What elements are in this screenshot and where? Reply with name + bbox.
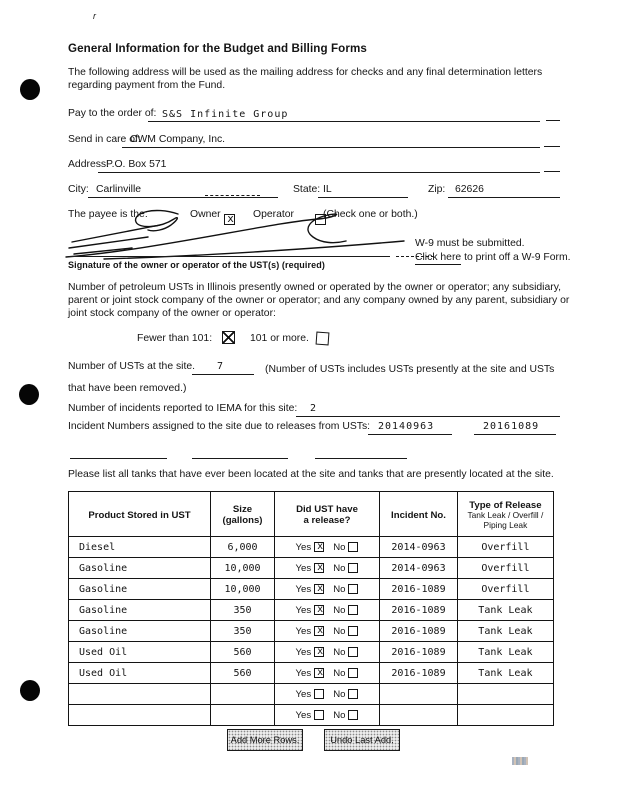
no-checkbox xyxy=(333,668,358,679)
yes-checkbox-box[interactable] xyxy=(314,689,324,699)
zip-field[interactable] xyxy=(448,197,560,198)
size-cell: 560 xyxy=(211,663,275,683)
incident-cell: 2016-1089 xyxy=(380,642,458,662)
release-type-cell: Overfill xyxy=(481,562,530,574)
release-cell xyxy=(275,621,380,641)
yes-checkbox-label: Yes xyxy=(295,667,312,679)
no-checkbox xyxy=(333,647,358,658)
check-mark: x xyxy=(317,625,324,636)
check-mark: x xyxy=(317,646,324,657)
table-row xyxy=(69,620,553,641)
col-header-incident: Incident No. xyxy=(380,492,458,536)
release-type-cell: Overfill xyxy=(481,583,530,595)
tank-table-header xyxy=(69,492,553,536)
no-checkbox-label: No xyxy=(333,604,346,616)
release-type-cell: Tank Leak xyxy=(478,667,533,679)
table-row xyxy=(69,641,553,662)
no-checkbox-label: No xyxy=(333,562,346,574)
scan-artifact-mark xyxy=(512,757,528,765)
yes-checkbox-box[interactable] xyxy=(314,605,324,615)
scan-dash-mark xyxy=(544,171,560,172)
city-field[interactable] xyxy=(88,197,278,198)
site-count-note: (Number of USTs includes USTs presently at the site and USTs that have been removed.) xyxy=(68,364,555,394)
col-header-size: Size (gallons) xyxy=(211,492,275,536)
payee-label: The payee is the: xyxy=(68,209,148,220)
product-cell: Diesel xyxy=(69,537,211,557)
incident-number-field-1[interactable] xyxy=(368,434,452,435)
product-cell: Used Oil xyxy=(69,642,211,662)
ust-count-paragraph: Number of petroleum USTs in Illinois presently owned or operated by the owner or operator; any subsidiary, parent or joint stock company of the owner or operator; and any company owned by any parent, subsidiary or joint stock company of the owner or operator: xyxy=(68,282,570,319)
yes-checkbox-label: Yes xyxy=(295,646,312,658)
product-cell: Gasoline xyxy=(69,558,211,578)
care-of-label: Send in care of: xyxy=(68,134,141,145)
no-checkbox-box[interactable] xyxy=(348,584,358,594)
col-header-release-type: Type of Release Tank Leak / Overfill / Piping Leak xyxy=(467,500,544,530)
incident-number-field-2[interactable] xyxy=(474,434,556,435)
intro-paragraph: The following address will be used as the mailing address for checks and any final determination letters regarding payment from the Fund. xyxy=(68,67,543,91)
yes-checkbox xyxy=(296,542,325,553)
no-checkbox-box[interactable] xyxy=(348,626,358,636)
table-intro: Please list all tanks that have ever been located at the site and tanks that are presently located at the site. xyxy=(68,469,554,480)
product-cell: Gasoline xyxy=(69,579,211,599)
care-of-value: CWM Company, Inc. xyxy=(130,134,226,145)
no-checkbox xyxy=(333,584,358,595)
w9-note-line2 xyxy=(415,252,571,263)
table-row xyxy=(69,557,553,578)
yes-checkbox-label: Yes xyxy=(295,541,312,553)
no-checkbox xyxy=(333,563,358,574)
check-mark: x xyxy=(317,583,324,594)
yes-checkbox-box[interactable] xyxy=(314,542,324,552)
incident-cell xyxy=(380,684,458,704)
incident-cell xyxy=(380,705,458,725)
release-cell xyxy=(275,600,380,620)
no-checkbox xyxy=(333,542,358,553)
operator-label: Operator xyxy=(253,209,295,220)
no-checkbox xyxy=(333,710,358,721)
address-label: Address: xyxy=(68,159,110,170)
incident-cell: 2016-1089 xyxy=(380,600,458,620)
check-one-note: (Check one or both.) xyxy=(323,209,418,220)
site-count-value: 7 xyxy=(217,361,225,372)
owner-label: Owner xyxy=(190,209,221,220)
state-field[interactable] xyxy=(318,197,408,198)
no-checkbox-label: No xyxy=(333,646,346,658)
yes-checkbox xyxy=(296,668,325,679)
w9-note-line1: W-9 must be submitted. xyxy=(415,238,525,249)
no-checkbox xyxy=(333,626,358,637)
incident-cell: 2016-1089 xyxy=(380,579,458,599)
size-cell: 560 xyxy=(211,642,275,662)
table-row xyxy=(69,578,553,599)
tank-table xyxy=(68,491,554,726)
release-cell xyxy=(275,537,380,557)
address-field[interactable] xyxy=(98,172,540,173)
check-mark: x xyxy=(317,541,324,552)
table-row xyxy=(69,536,553,557)
release-type-cell xyxy=(458,684,553,704)
incident-cell: 2016-1089 xyxy=(380,663,458,683)
release-cell xyxy=(275,684,380,704)
yes-checkbox-box[interactable] xyxy=(314,710,324,720)
blank-incident-field[interactable] xyxy=(192,458,288,459)
size-cell: 350 xyxy=(211,600,275,620)
site-count-label: Number of USTs at the site. xyxy=(68,361,196,372)
col-header-product: Product Stored in UST xyxy=(69,492,211,536)
fewer-than-101-checkbox[interactable] xyxy=(222,331,235,344)
yes-checkbox-box[interactable] xyxy=(314,563,324,573)
101-or-more-checkbox[interactable] xyxy=(316,332,330,346)
hole-punch-mark xyxy=(20,680,40,701)
no-checkbox xyxy=(333,689,358,700)
yes-checkbox-box[interactable] xyxy=(314,647,324,657)
product-cell xyxy=(69,705,211,725)
state-value: IL xyxy=(323,184,332,195)
incident-number-value-2: 20161089 xyxy=(483,421,540,432)
release-type-cell: Tank Leak xyxy=(478,646,533,658)
table-row xyxy=(69,599,553,620)
product-cell xyxy=(69,684,211,704)
size-cell: 350 xyxy=(211,621,275,641)
size-cell: 10,000 xyxy=(211,579,275,599)
release-cell xyxy=(275,705,380,725)
no-checkbox-box[interactable] xyxy=(348,542,358,552)
incident-cell: 2014-0963 xyxy=(380,558,458,578)
release-type-cell xyxy=(458,705,553,725)
scan-dash-mark xyxy=(544,146,560,147)
scan-speck-mark: r xyxy=(93,11,96,21)
state-label: State: xyxy=(293,184,321,195)
no-checkbox-box[interactable] xyxy=(348,647,358,657)
signature-scribble xyxy=(64,212,409,260)
yes-checkbox-label: Yes xyxy=(295,709,312,721)
pay-to-label: Pay to the order of: xyxy=(68,108,157,119)
check-mark: x xyxy=(317,604,324,615)
no-checkbox xyxy=(333,605,358,616)
yes-checkbox xyxy=(296,626,325,637)
pay-to-value: S&S Infinite Group xyxy=(162,109,289,120)
pay-to-field[interactable] xyxy=(148,121,540,122)
yes-checkbox xyxy=(296,710,325,721)
click-here-link[interactable]: Click here xyxy=(415,252,462,263)
scan-dash-mark xyxy=(205,195,260,196)
no-checkbox-box[interactable] xyxy=(348,710,358,720)
release-type-cell: Overfill xyxy=(481,541,530,553)
product-cell: Gasoline xyxy=(69,621,211,641)
yes-checkbox xyxy=(296,647,325,658)
no-checkbox-label: No xyxy=(333,541,346,553)
no-checkbox-box[interactable] xyxy=(348,605,358,615)
size-cell xyxy=(211,705,275,725)
yes-checkbox xyxy=(296,605,325,616)
yes-checkbox xyxy=(296,563,325,574)
incidents-label: Number of incidents reported to IEMA for this site: xyxy=(68,403,298,414)
no-checkbox-box[interactable] xyxy=(348,668,358,678)
no-checkbox-label: No xyxy=(333,625,346,637)
incident-cell: 2014-0963 xyxy=(380,537,458,557)
hole-punch-mark xyxy=(20,79,40,100)
city-label: City: xyxy=(68,184,89,195)
yes-checkbox xyxy=(296,584,325,595)
yes-checkbox-box[interactable] xyxy=(314,626,324,636)
check-mark: x xyxy=(317,667,324,678)
col-header-release: Did UST have a release? xyxy=(275,492,380,536)
table-row xyxy=(69,683,553,704)
incident-number-value-1: 20140963 xyxy=(378,421,435,432)
size-cell: 10,000 xyxy=(211,558,275,578)
add-more-rows-button[interactable]: Add More Rows. xyxy=(227,729,303,751)
tank-table-body xyxy=(69,536,553,725)
release-cell xyxy=(275,663,380,683)
care-of-field[interactable] xyxy=(122,147,540,148)
size-cell: 6,000 xyxy=(211,537,275,557)
table-row xyxy=(69,662,553,683)
yes-checkbox xyxy=(296,689,325,700)
scan-dash-mark xyxy=(546,120,560,121)
blank-incident-field[interactable] xyxy=(315,458,407,459)
release-type-cell: Tank Leak xyxy=(478,604,533,616)
yes-checkbox-label: Yes xyxy=(295,604,312,616)
table-row xyxy=(69,704,553,725)
signature-caption: Signature of the owner or operator of the UST(s) (required) xyxy=(68,260,325,270)
page-title: General Information for the Budget and Billing Forms xyxy=(68,42,367,55)
release-cell xyxy=(275,558,380,578)
release-type-cell: Tank Leak xyxy=(478,625,533,637)
w9-line2-rest: to print off a W-9 Form. xyxy=(461,252,571,263)
signature-line[interactable] xyxy=(68,256,390,257)
no-checkbox-box[interactable] xyxy=(348,563,358,573)
size-cell xyxy=(211,684,275,704)
yes-checkbox-box[interactable] xyxy=(314,584,324,594)
city-value: Carlinville xyxy=(96,184,142,195)
release-cell xyxy=(275,642,380,662)
address-value: P.O. Box 571 xyxy=(106,159,167,170)
no-checkbox-label: No xyxy=(333,688,346,700)
zip-label: Zip: xyxy=(428,184,446,195)
101-or-more-label: 101 or more. xyxy=(250,333,309,344)
yes-checkbox-label: Yes xyxy=(295,583,312,595)
release-cell xyxy=(275,579,380,599)
yes-checkbox-box[interactable] xyxy=(314,668,324,678)
incident-numbers-label: Incident Numbers assigned to the site due to releases from USTs: xyxy=(68,421,371,432)
zip-value: 62626 xyxy=(455,184,484,195)
product-cell: Gasoline xyxy=(69,600,211,620)
incidents-value: 2 xyxy=(310,403,318,414)
product-cell: Used Oil xyxy=(69,663,211,683)
blank-incident-field[interactable] xyxy=(70,458,167,459)
yes-checkbox-label: Yes xyxy=(295,688,312,700)
no-checkbox-label: No xyxy=(333,709,346,721)
incidents-field[interactable] xyxy=(296,416,560,417)
fewer-than-101-label: Fewer than 101: xyxy=(137,333,213,344)
hole-punch-mark xyxy=(19,384,39,405)
no-checkbox-label: No xyxy=(333,583,346,595)
no-checkbox-box[interactable] xyxy=(348,689,358,699)
no-checkbox-label: No xyxy=(333,667,346,679)
yes-checkbox-label: Yes xyxy=(295,625,312,637)
yes-checkbox-label: Yes xyxy=(295,562,312,574)
undo-last-add-button[interactable]: Undo Last Add. xyxy=(324,729,400,751)
incident-cell: 2016-1089 xyxy=(380,621,458,641)
check-mark: x xyxy=(317,562,324,573)
owner-check-mark: x xyxy=(227,212,234,225)
